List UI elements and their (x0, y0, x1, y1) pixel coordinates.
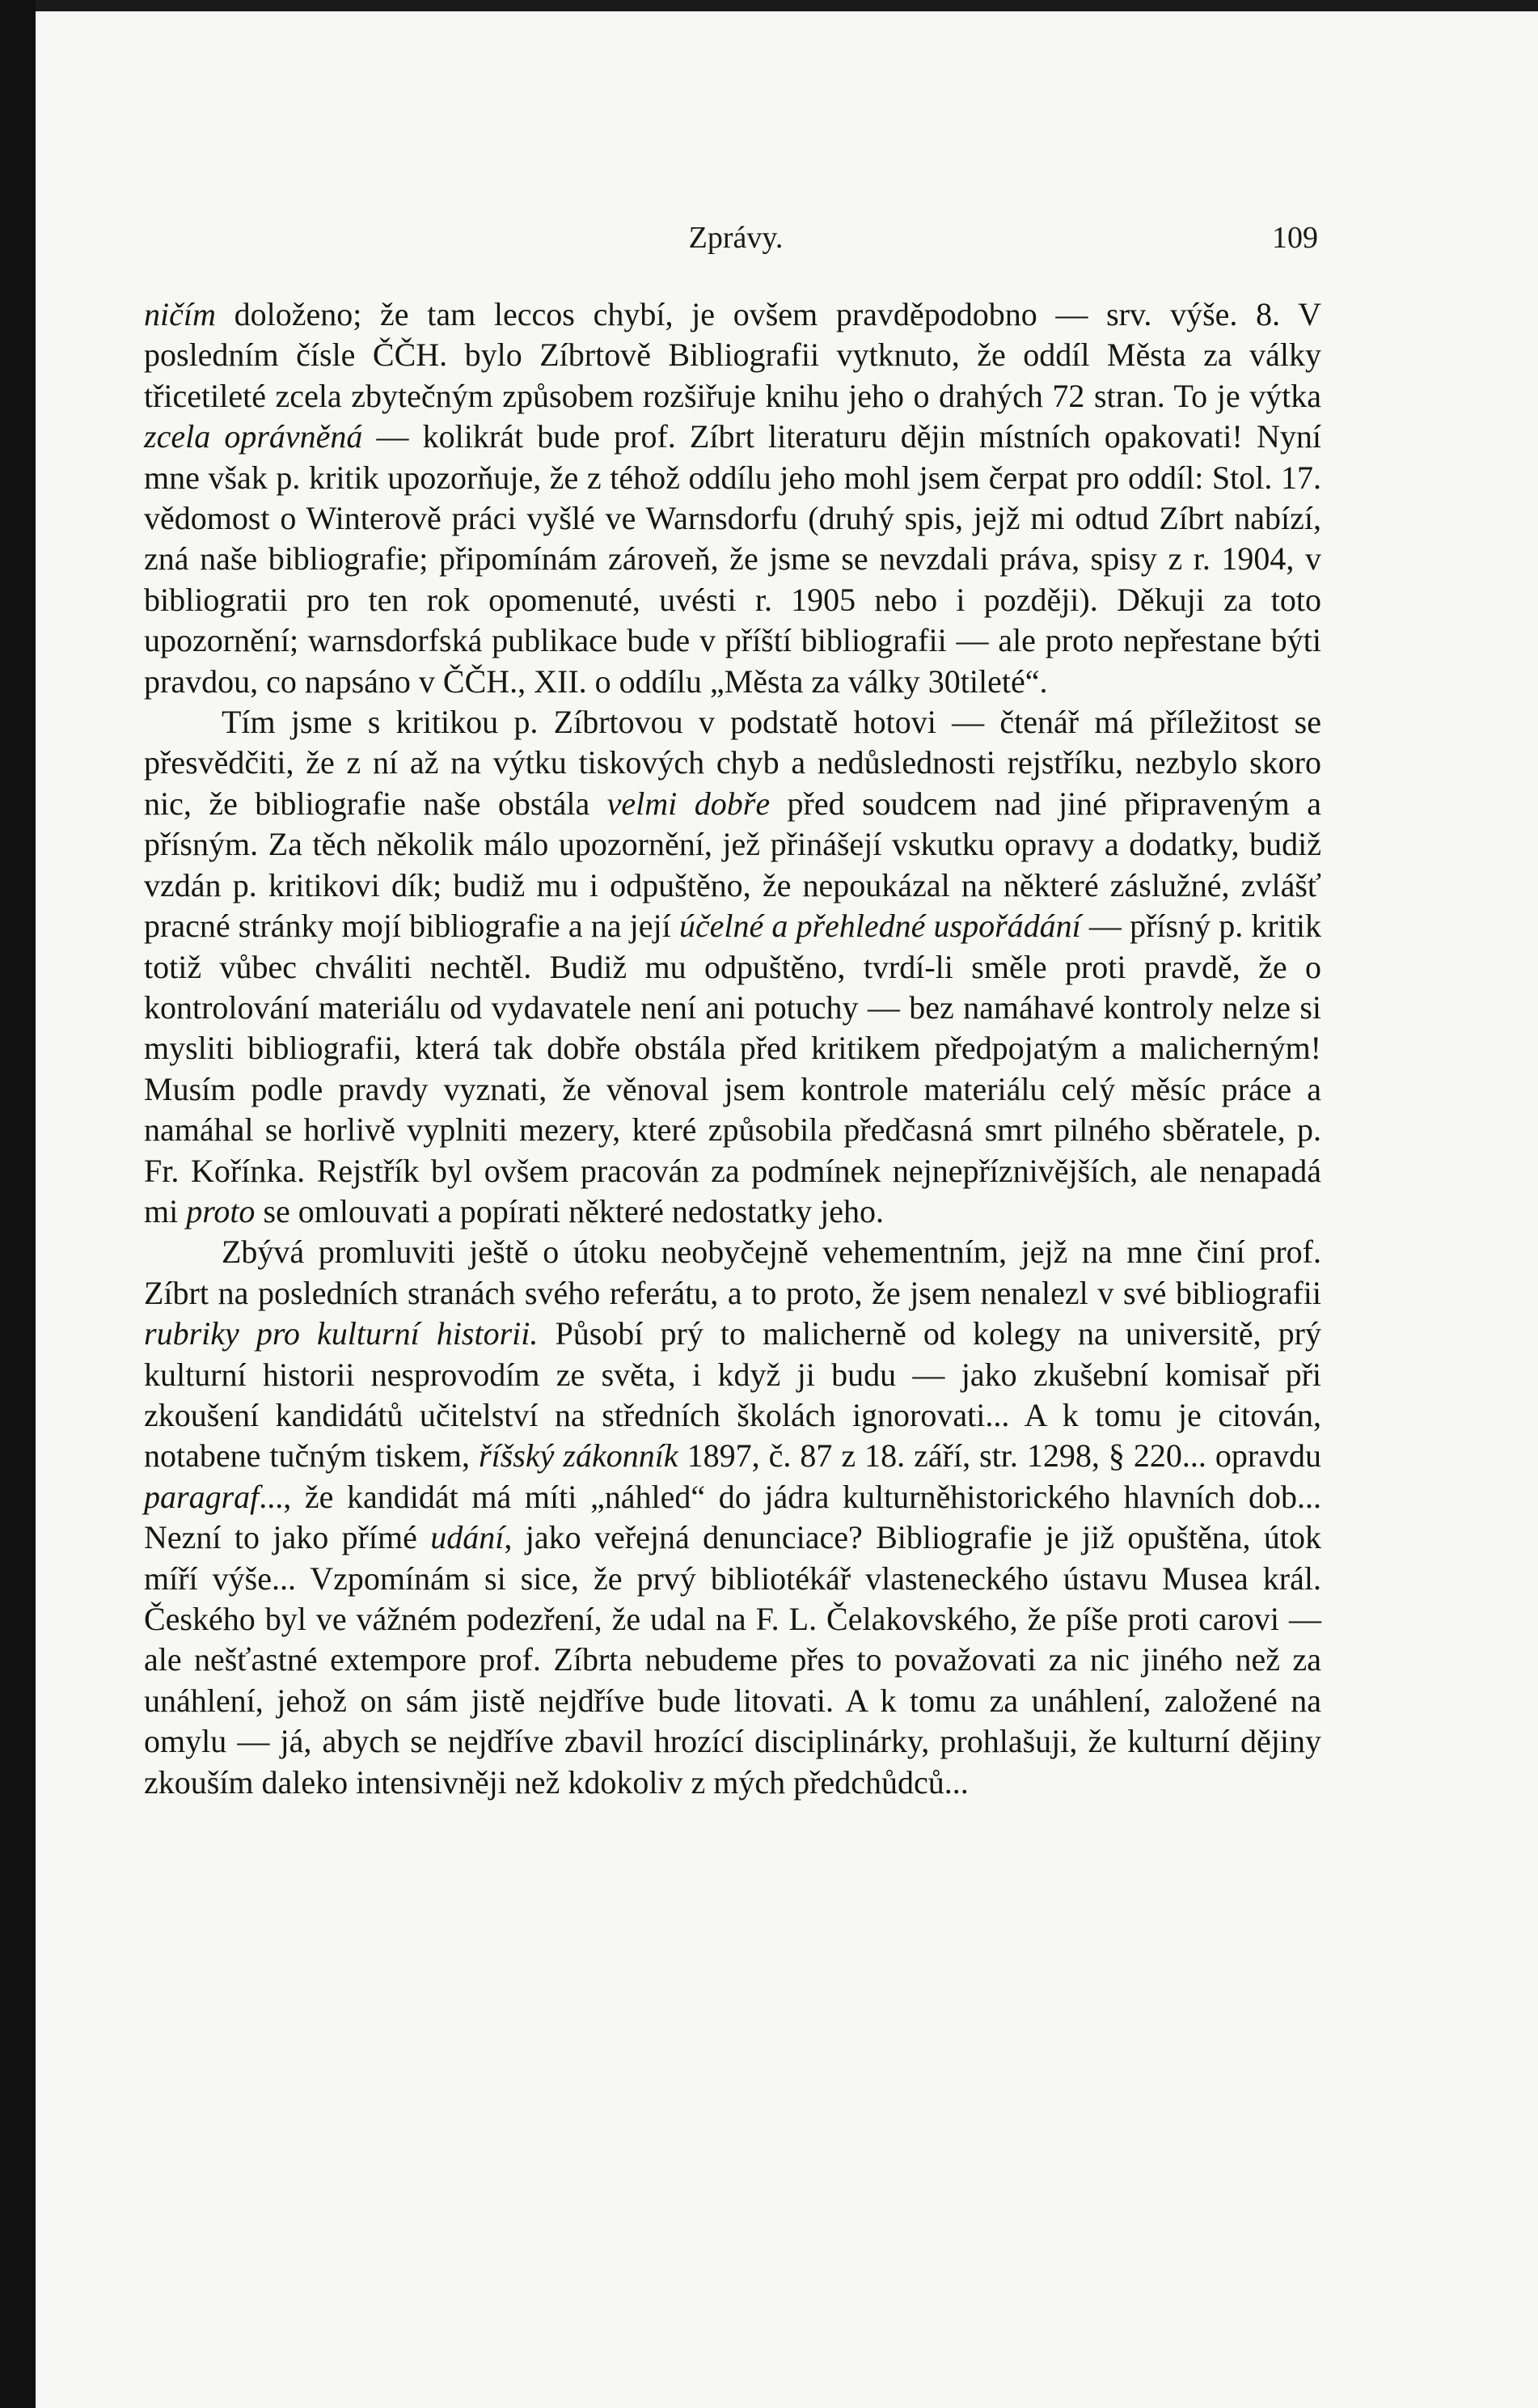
text-run: — přísný p. kritik totiž vůbec chváliti nechtěl. Budiž mu odpuštěno, tvrdí-li směle proti pravdě, že o kontrolování materiálu od vydavatele není ani potuchy — bez namáhavé kontroly nelze si mysliti bibliografii, která tak dobře obstála před kritikem předpojatým a malicherným! Musím podle pravdy vyznati, že věnoval jsem kontrole materiálu celý měsíc práce a namáhal se horlivě vyplniti mezery, které způsobila předčasná smrt pilného sběratele, p. Fr. Kořínka. Rejstřík byl ovšem pracován za podmínek nejnepříznivějších, ale nenapadá mi (144, 908, 1321, 1229)
italic-text: rubriky pro kulturní historii. (144, 1315, 539, 1352)
italic-text: velmi dobře (606, 785, 771, 822)
text-run: před soudcem nad jiné připraveným a přísným. Za těch několik málo upozornění, jež přinášejí vskutku opravy a dodatky, budiž vzdán p. kritikovi dík; budiž mu i odpuštěno, že nepoukázal na některé záslužné, zvlášť pracné stránky mojí bibliografie a na její (144, 785, 1321, 945)
scan-edge-left (0, 0, 36, 2408)
text-run: Působí prý to malicherně od kolegy na universitě, prý kulturní historii nesprovodím ze světa, i když ji budu — jako zkušební komisař při zkoušení kandidátů učitelství na středních školách ignorovati... A k tomu je citován, notabene tučným tiskem, (144, 1315, 1321, 1475)
paragraph (144, 702, 1321, 1232)
page-header (154, 220, 1318, 269)
paragraph (144, 294, 1321, 702)
text-run: ..., že kandidát má míti „náhled“ do jádra kulturněhistorického hlavních dob... Nezní to jako přímé (144, 1478, 1321, 1556)
text-run: se omlouvati a popírati některé nedostatky jeho. (255, 1192, 884, 1229)
italic-text: zcela oprávněná (144, 418, 363, 455)
text-run: 1897, č. 87 z 18. září, str. 1298, § 220... opravdu (678, 1437, 1321, 1475)
paragraph (144, 1232, 1321, 1803)
scan-edge-top (0, 0, 1538, 11)
italic-text: ničím (144, 296, 216, 332)
running-title: Zprávy. (688, 221, 784, 255)
text-run: doloženo; že tam leccos chybí, je ovšem pravděpodobno — srv. výše. 8. V posledním čísle ČČH. bylo Zíbrtově Bibliografii vytknuto, že oddíl Města za války třicetileté zcela zbytečným způsobem rozšiřuje knihu jeho o drahých 72 stran. To je výtka (144, 296, 1321, 414)
italic-text: proto (186, 1192, 256, 1229)
text-run: — kolikrát bude prof. Zíbrt literaturu dějin místních opakovati! Nyní mne však p. kritik upozorňuje, že z téhož oddílu jeho mohl jsem čerpat pro oddíl: Stol. 17. vědomost o Winterově práci vyšlé ve Warnsdorfu (druhý spis, jejž mi odtud Zíbrt nabízí, zná naše bibliografie; připomínám zároveň, že jsme se nevzdali práva, spisy z r. 1904, v bibliogratii pro ten rok opomenuté, uvésti r. 1905 nebo i později). Děkuji za toto upozornění; warnsdorfská publikace bude v příští bibliografii — ale proto nepřestane býti pravdou, co napsáno v ČČH., XII. o oddílu „Města za války 30tileté“. (144, 418, 1321, 700)
text-run: Tím jsme s kritikou p. Zíbrtovou v podstatě hotovi — čtenář má příležitost se přesvědčiti, že z ní až na výtku tiskových chyb a nedůslednosti rejstříku, nezbylo skoro nic, že bibliografie naše obstála (144, 704, 1321, 822)
italic-text: účelné a přehledné uspořádání (678, 908, 1081, 945)
text-run: Zbývá promluviti ještě o útoku neobyčejně vehementním, jejž na mne činí prof. Zíbrt na posledních stranách svého referátu, a to proto, že jsem nenalezl v své bibliografii (144, 1234, 1321, 1311)
italic-text: říšský zákonník (479, 1437, 678, 1475)
page-number: 109 (1272, 221, 1318, 255)
body-text (144, 294, 1321, 1803)
italic-text: paragraf (144, 1478, 260, 1515)
text-run: , jako veřejná denunciace? Bibliografie je již opuštěna, útok míří výše... Vzpomínám si sice, že prvý bibliotékář vlasteneckého ústavu Musea král. Českého byl ve vážném podezření, že udal na F. L. Čelakovského, že píše proti carovi — ale nešťastné extempore prof. Zíbrta nebudeme přes to považovati za nic jiného než za unáhlení, jehož on sám jistě nejdříve bude litovati. A k tomu za unáhlení, založené na omylu — já, abych se nejdříve zbavil hrozící disciplinárky, prohlašuji, že kulturní dějiny zkouším daleko intensivněji než kdokoliv z mých předchůdců... (144, 1519, 1321, 1801)
italic-text: udání (430, 1519, 505, 1556)
